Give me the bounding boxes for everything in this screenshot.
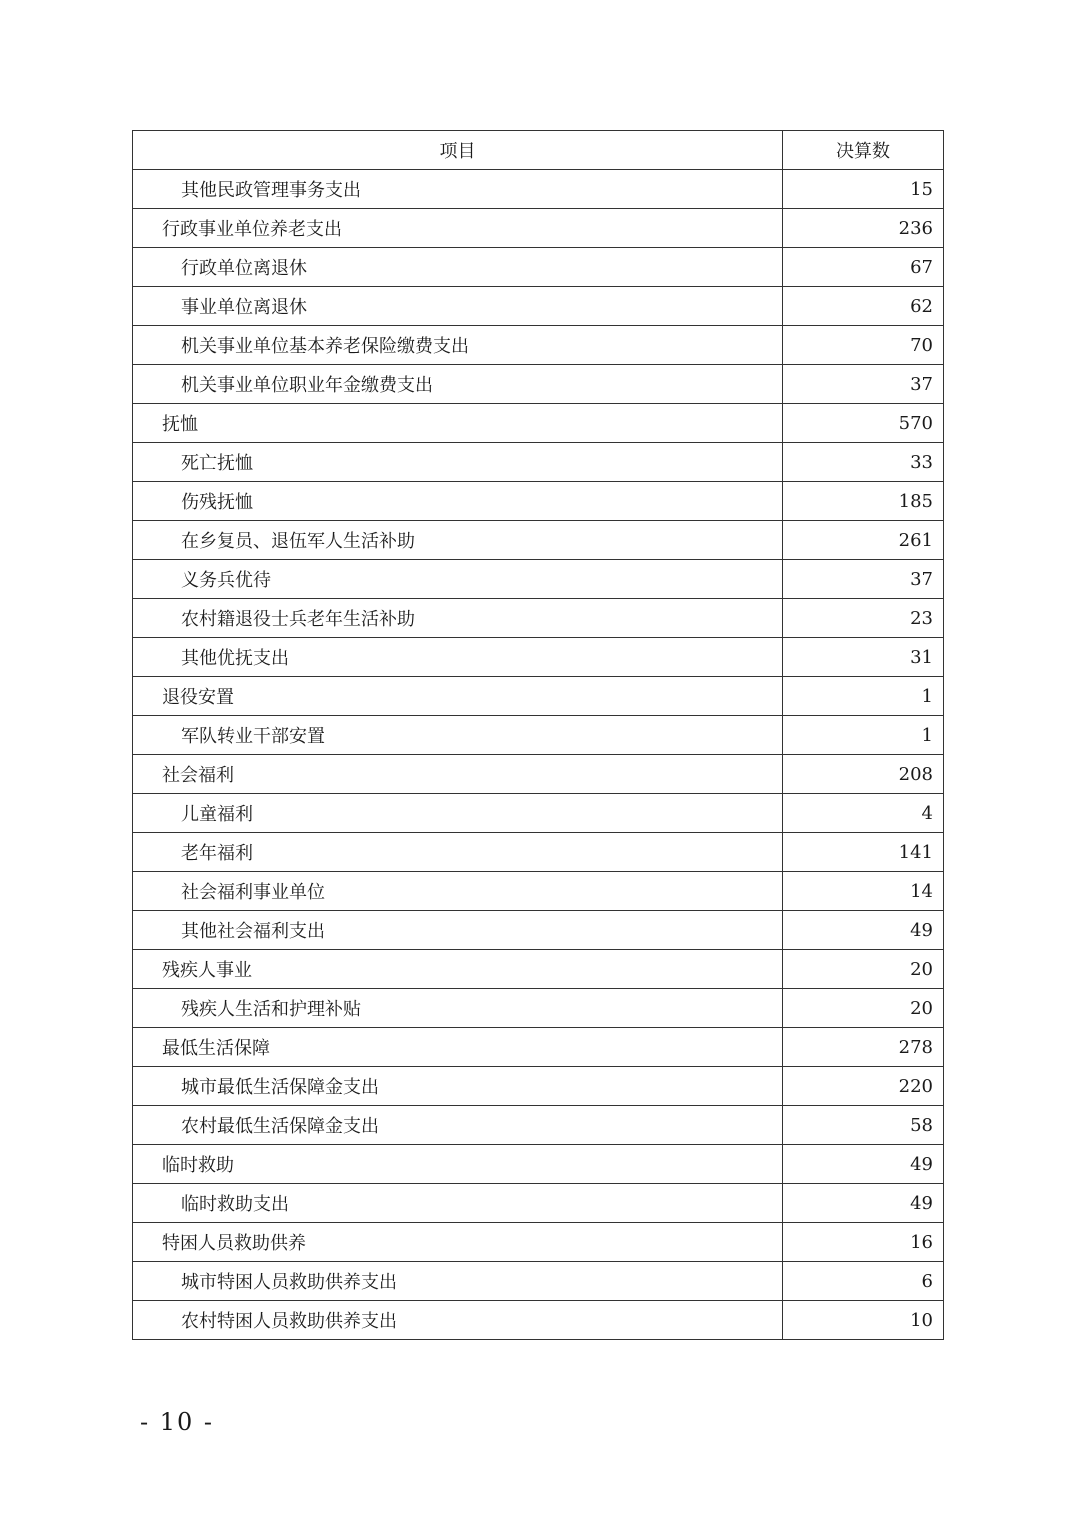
row-value: 15	[783, 170, 944, 209]
row-value: 141	[783, 833, 944, 872]
row-value: 208	[783, 755, 944, 794]
row-value: 33	[783, 443, 944, 482]
row-item-label: 残疾人生活和护理补贴	[133, 989, 783, 1028]
row-item-label: 城市最低生活保障金支出	[133, 1067, 783, 1106]
row-item-label: 农村籍退役士兵老年生活补助	[133, 599, 783, 638]
table-row	[133, 677, 944, 716]
row-value: 49	[783, 1145, 944, 1184]
row-value: 49	[783, 1184, 944, 1223]
table-row	[133, 755, 944, 794]
row-value: 1	[783, 677, 944, 716]
table-row	[133, 794, 944, 833]
table-row	[133, 1145, 944, 1184]
row-item-label: 军队转业干部安置	[133, 716, 783, 755]
row-value: 1	[783, 716, 944, 755]
row-value: 261	[783, 521, 944, 560]
row-item-label: 临时救助	[133, 1145, 783, 1184]
table-row	[133, 170, 944, 209]
row-item-label: 行政事业单位养老支出	[133, 209, 783, 248]
row-item-label: 农村特困人员救助供养支出	[133, 1301, 783, 1340]
table-row	[133, 833, 944, 872]
table-row	[133, 287, 944, 326]
row-value: 6	[783, 1262, 944, 1301]
row-item-label: 义务兵优待	[133, 560, 783, 599]
row-item-label: 残疾人事业	[133, 950, 783, 989]
header-value: 决算数	[783, 131, 944, 170]
row-value: 20	[783, 950, 944, 989]
table-row	[133, 443, 944, 482]
table-row	[133, 950, 944, 989]
table-row	[133, 1028, 944, 1067]
table-row	[133, 1106, 944, 1145]
table-row	[133, 365, 944, 404]
row-item-label: 其他优抚支出	[133, 638, 783, 677]
table-row	[133, 521, 944, 560]
row-item-label: 伤残抚恤	[133, 482, 783, 521]
row-item-label: 城市特困人员救助供养支出	[133, 1262, 783, 1301]
table-row	[133, 482, 944, 521]
row-value: 62	[783, 287, 944, 326]
table-row	[133, 989, 944, 1028]
row-item-label: 事业单位离退休	[133, 287, 783, 326]
table-row	[133, 1067, 944, 1106]
row-value: 236	[783, 209, 944, 248]
table-row	[133, 638, 944, 677]
header-item: 项目	[133, 131, 783, 170]
row-value: 570	[783, 404, 944, 443]
row-item-label: 社会福利事业单位	[133, 872, 783, 911]
row-value: 20	[783, 989, 944, 1028]
row-value: 14	[783, 872, 944, 911]
row-value: 16	[783, 1223, 944, 1262]
row-item-label: 抚恤	[133, 404, 783, 443]
row-value: 49	[783, 911, 944, 950]
row-item-label: 儿童福利	[133, 794, 783, 833]
table-row	[133, 560, 944, 599]
row-item-label: 特困人员救助供养	[133, 1223, 783, 1262]
row-value: 10	[783, 1301, 944, 1340]
table-header-row	[133, 131, 944, 170]
budget-table-container	[132, 130, 943, 1340]
row-item-label: 其他民政管理事务支出	[133, 170, 783, 209]
table-row	[133, 599, 944, 638]
row-item-label: 死亡抚恤	[133, 443, 783, 482]
row-value: 37	[783, 560, 944, 599]
row-item-label: 农村最低生活保障金支出	[133, 1106, 783, 1145]
row-value: 70	[783, 326, 944, 365]
row-item-label: 老年福利	[133, 833, 783, 872]
table-row	[133, 209, 944, 248]
table-body	[133, 170, 944, 1340]
row-value: 58	[783, 1106, 944, 1145]
table-row	[133, 1262, 944, 1301]
table-row	[133, 1223, 944, 1262]
row-item-label: 最低生活保障	[133, 1028, 783, 1067]
row-item-label: 社会福利	[133, 755, 783, 794]
row-item-label: 行政单位离退休	[133, 248, 783, 287]
row-item-label: 在乡复员、退伍军人生活补助	[133, 521, 783, 560]
row-value: 37	[783, 365, 944, 404]
row-value: 67	[783, 248, 944, 287]
row-item-label: 机关事业单位基本养老保险缴费支出	[133, 326, 783, 365]
table-row	[133, 1301, 944, 1340]
row-value: 23	[783, 599, 944, 638]
page-number: - 10 -	[140, 1408, 215, 1436]
table-row	[133, 326, 944, 365]
table-row	[133, 716, 944, 755]
row-value: 4	[783, 794, 944, 833]
table-row	[133, 911, 944, 950]
row-item-label: 退役安置	[133, 677, 783, 716]
budget-table	[132, 130, 944, 1340]
table-row	[133, 248, 944, 287]
table-row	[133, 404, 944, 443]
row-value: 31	[783, 638, 944, 677]
row-item-label: 临时救助支出	[133, 1184, 783, 1223]
table-row	[133, 1184, 944, 1223]
row-item-label: 其他社会福利支出	[133, 911, 783, 950]
row-item-label: 机关事业单位职业年金缴费支出	[133, 365, 783, 404]
row-value: 220	[783, 1067, 944, 1106]
row-value: 185	[783, 482, 944, 521]
row-value: 278	[783, 1028, 944, 1067]
table-row	[133, 872, 944, 911]
